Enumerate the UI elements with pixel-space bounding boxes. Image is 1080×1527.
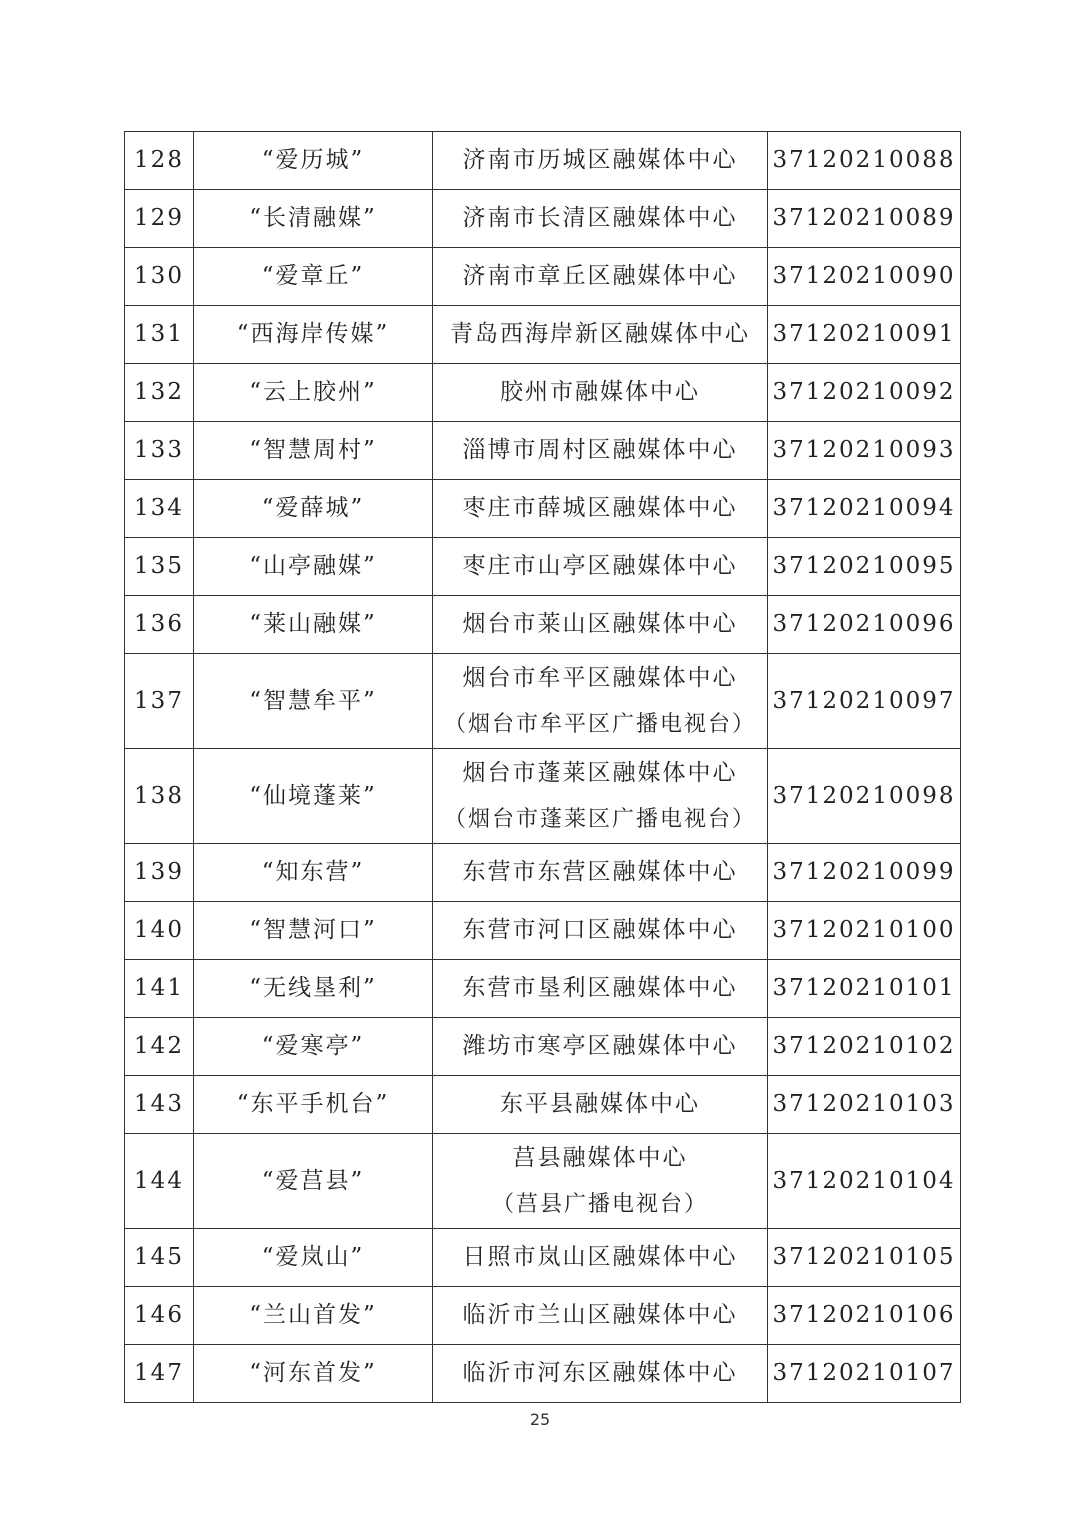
organization-name: 枣庄市山亭区融媒体中心: [462, 553, 738, 580]
cell-app-name: “知东营”: [194, 844, 433, 902]
cell-serial-number: 130: [125, 248, 194, 306]
cell-app-name: “爱岚山”: [194, 1229, 433, 1287]
cell-serial-number: 134: [125, 480, 194, 538]
cell-organization: [433, 132, 768, 190]
cell-registration-code: 37120210099: [768, 844, 961, 902]
table-row: [125, 132, 961, 190]
cell-app-name: “爱薛城”: [194, 480, 433, 538]
cell-serial-number: 143: [125, 1076, 194, 1134]
cell-serial-number: 132: [125, 364, 194, 422]
table-row: [125, 480, 961, 538]
table-row: [125, 1287, 961, 1345]
cell-serial-number: 145: [125, 1229, 194, 1287]
cell-organization: [433, 654, 768, 749]
cell-app-name: “长清融媒”: [194, 190, 433, 248]
organization-name: 莒县融媒体中心: [512, 1144, 688, 1171]
organization-name: 临沂市河东区融媒体中心: [462, 1360, 738, 1387]
cell-organization: [433, 960, 768, 1018]
cell-registration-code: 37120210104: [768, 1134, 961, 1229]
table-row: [125, 844, 961, 902]
cell-serial-number: 138: [125, 749, 194, 844]
organization-name: 烟台市莱山区融媒体中心: [462, 611, 738, 638]
cell-serial-number: 129: [125, 190, 194, 248]
organization-name: 东平县融媒体中心: [500, 1091, 700, 1118]
organization-alias: （烟台市牟平区广播电视台）: [443, 711, 756, 737]
cell-registration-code: 37120210096: [768, 596, 961, 654]
table-row: [125, 422, 961, 480]
cell-organization: [433, 1018, 768, 1076]
cell-serial-number: 146: [125, 1287, 194, 1345]
cell-registration-code: 37120210095: [768, 538, 961, 596]
cell-app-name: “爱章丘”: [194, 248, 433, 306]
cell-organization: [433, 1134, 768, 1229]
organization-name: 枣庄市薛城区融媒体中心: [462, 495, 738, 522]
organization-name: 临沂市兰山区融媒体中心: [462, 1302, 738, 1329]
cell-serial-number: 128: [125, 132, 194, 190]
cell-registration-code: 37120210092: [768, 364, 961, 422]
cell-registration-code: 37120210089: [768, 190, 961, 248]
organization-name: 东营市河口区融媒体中心: [462, 917, 738, 944]
cell-registration-code: 37120210094: [768, 480, 961, 538]
cell-serial-number: 144: [125, 1134, 194, 1229]
cell-registration-code: 37120210102: [768, 1018, 961, 1076]
cell-organization: [433, 844, 768, 902]
registry-table-body: [125, 132, 961, 1403]
cell-app-name: “云上胶州”: [194, 364, 433, 422]
table-row: [125, 364, 961, 422]
cell-organization: [433, 749, 768, 844]
organization-name: 淄博市周村区融媒体中心: [462, 437, 738, 464]
cell-app-name: “智慧周村”: [194, 422, 433, 480]
cell-app-name: “无线垦利”: [194, 960, 433, 1018]
table-row: [125, 306, 961, 364]
table-row: [125, 1076, 961, 1134]
organization-name: 东营市东营区融媒体中心: [462, 859, 738, 886]
organization-name: 济南市章丘区融媒体中心: [462, 263, 738, 290]
cell-app-name: “爱莒县”: [194, 1134, 433, 1229]
table-row: [125, 248, 961, 306]
cell-app-name: “河东首发”: [194, 1345, 433, 1403]
cell-organization: [433, 1287, 768, 1345]
cell-registration-code: 37120210091: [768, 306, 961, 364]
cell-registration-code: 37120210093: [768, 422, 961, 480]
cell-registration-code: 37120210088: [768, 132, 961, 190]
organization-name: 济南市历城区融媒体中心: [462, 147, 738, 174]
cell-app-name: “智慧河口”: [194, 902, 433, 960]
organization-name: 济南市长清区融媒体中心: [462, 205, 738, 232]
cell-app-name: “爱寒亭”: [194, 1018, 433, 1076]
cell-registration-code: 37120210107: [768, 1345, 961, 1403]
table-row: [125, 902, 961, 960]
cell-app-name: “莱山融媒”: [194, 596, 433, 654]
table-row: [125, 749, 961, 844]
cell-organization: [433, 902, 768, 960]
cell-app-name: “仙境蓬莱”: [194, 749, 433, 844]
cell-app-name: “山亭融媒”: [194, 538, 433, 596]
organization-name: 青岛西海岸新区融媒体中心: [450, 321, 750, 348]
organization-name: 东营市垦利区融媒体中心: [462, 975, 738, 1002]
cell-app-name: “兰山首发”: [194, 1287, 433, 1345]
cell-serial-number: 141: [125, 960, 194, 1018]
organization-name: 胶州市融媒体中心: [500, 379, 700, 406]
cell-registration-code: 37120210097: [768, 654, 961, 749]
cell-registration-code: 37120210101: [768, 960, 961, 1018]
cell-organization: [433, 1229, 768, 1287]
organization-name: 烟台市牟平区融媒体中心: [462, 664, 738, 691]
cell-organization: [433, 1076, 768, 1134]
cell-organization: [433, 364, 768, 422]
cell-serial-number: 147: [125, 1345, 194, 1403]
organization-name: 烟台市蓬莱区融媒体中心: [462, 759, 738, 786]
organization-name: 日照市岚山区融媒体中心: [462, 1244, 738, 1271]
registry-table: [124, 131, 961, 1403]
cell-serial-number: 142: [125, 1018, 194, 1076]
cell-organization: [433, 248, 768, 306]
cell-registration-code: 37120210098: [768, 749, 961, 844]
cell-organization: [433, 190, 768, 248]
cell-app-name: “爱历城”: [194, 132, 433, 190]
cell-app-name: “智慧牟平”: [194, 654, 433, 749]
cell-organization: [433, 538, 768, 596]
organization-name: 潍坊市寒亭区融媒体中心: [462, 1033, 738, 1060]
table-row: [125, 1229, 961, 1287]
cell-serial-number: 135: [125, 538, 194, 596]
cell-organization: [433, 306, 768, 364]
cell-serial-number: 131: [125, 306, 194, 364]
page-number: 25: [529, 1410, 551, 1429]
table-row: [125, 960, 961, 1018]
table-row: [125, 1345, 961, 1403]
cell-organization: [433, 422, 768, 480]
organization-alias: （莒县广播电视台）: [491, 1191, 708, 1217]
table-row: [125, 190, 961, 248]
cell-app-name: “东平手机台”: [194, 1076, 433, 1134]
cell-serial-number: 140: [125, 902, 194, 960]
cell-serial-number: 136: [125, 596, 194, 654]
table-row: [125, 1134, 961, 1229]
cell-organization: [433, 1345, 768, 1403]
cell-organization: [433, 480, 768, 538]
table-row: [125, 596, 961, 654]
cell-serial-number: 133: [125, 422, 194, 480]
table-row: [125, 654, 961, 749]
table-row: [125, 1018, 961, 1076]
cell-registration-code: 37120210103: [768, 1076, 961, 1134]
cell-serial-number: 137: [125, 654, 194, 749]
cell-registration-code: 37120210100: [768, 902, 961, 960]
cell-registration-code: 37120210090: [768, 248, 961, 306]
cell-app-name: “西海岸传媒”: [194, 306, 433, 364]
table-row: [125, 538, 961, 596]
cell-organization: [433, 596, 768, 654]
organization-alias: （烟台市蓬莱区广播电视台）: [443, 806, 756, 832]
cell-serial-number: 139: [125, 844, 194, 902]
cell-registration-code: 37120210105: [768, 1229, 961, 1287]
cell-registration-code: 37120210106: [768, 1287, 961, 1345]
